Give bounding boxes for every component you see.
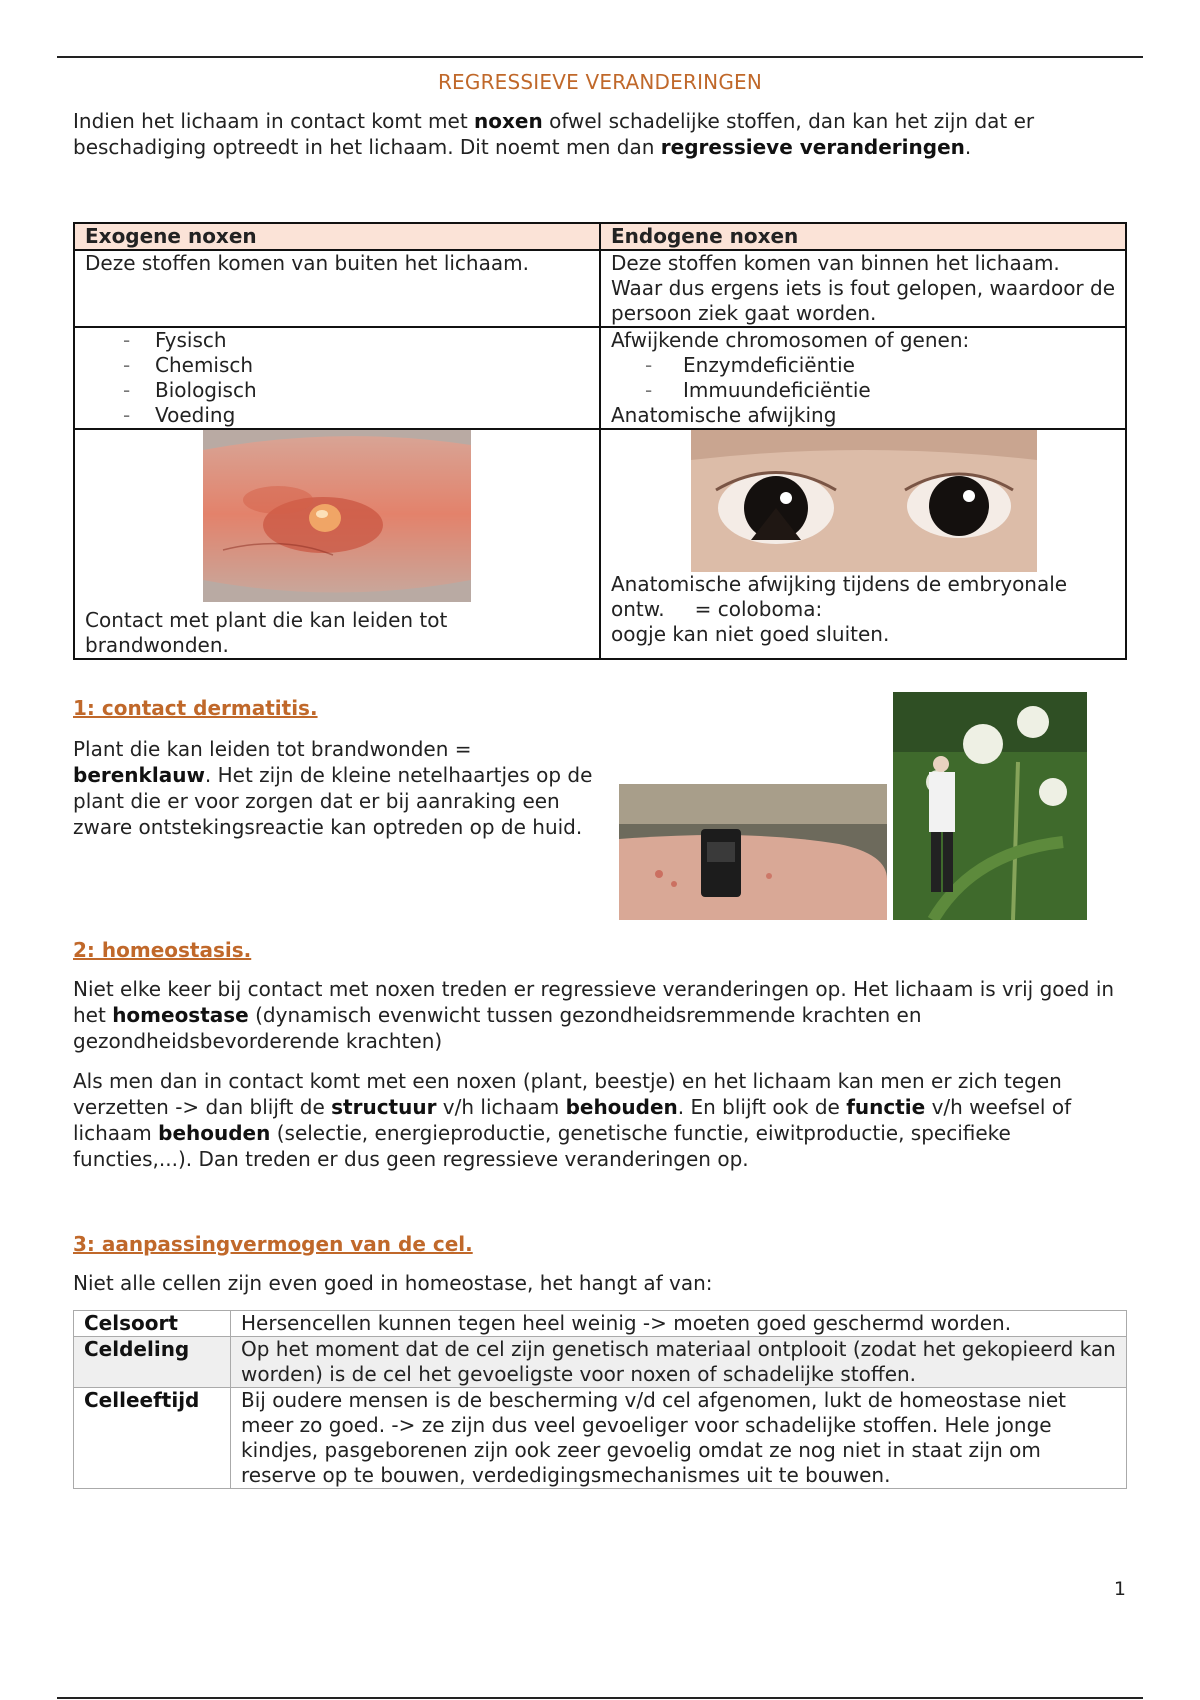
row-value: Bij oudere mensen is de bescherming v/d cel afgenomen, lukt de homeostase niet meer zo goed. -> ze zijn dus veel gevoeliger voor schadelijke stoffen. Hele jonge kindjes, pasgeborenen zijn ook zeer gevoelig omdat ze nog niet in staat zijn om reserve op te bouwen, verdedigingsmechanismes uit te bouwen. [231,1388,1127,1489]
top-rule [57,56,1143,58]
section2-text: (dynamisch evenwicht tussen gezondheidsremmende krachten en gezondheidsbevorderende krachten) [73,1003,922,1053]
section1-paragraph [73,736,598,840]
document-page [73,70,1127,1489]
table-row [74,1337,1127,1388]
section2-text: Niet elke keer bij contact met noxen treden er regressieve veranderingen op. Het lichaam is vrij goed in het [73,977,1115,1027]
list-item: - Biologisch [123,378,589,403]
section2-bold-homeostase: homeostase [112,1003,249,1027]
list-item: - Immuundeficiëntie [645,378,1115,403]
header-exogene: Exogene noxen [74,223,600,250]
row-value: Op het moment dat de cel zijn genetisch materiaal ontplooit (zodat het gekopieerd kan worden) is de cel het gevoeligste voor noxen of schadelijke stoffen. [231,1337,1127,1388]
section2-bold-functie: functie [846,1095,926,1119]
section2-text: . En blijft ook de [677,1095,847,1119]
table-row [74,1311,1127,1337]
bottom-rule [57,1697,1143,1699]
section3-intro: Niet alle cellen zijn even goed in homeostase, het hangt af van: [73,1271,713,1295]
list-item: - Fysisch [123,328,589,353]
section2-bold-behouden: behouden [565,1095,678,1119]
cell-factors-table [73,1310,1127,1489]
intro-bold-regressieve: regressieve veranderingen [660,135,965,159]
section1-bold-berenklauw: berenklauw [73,763,205,787]
section2-paragraph-2 [73,1068,1127,1172]
exo-types-cell [74,327,600,429]
section2-text: v/h weefsel of lichaam [73,1095,1072,1145]
section2-text: v/h lichaam [436,1095,566,1119]
row-key: Celleeftijd [74,1388,231,1489]
endo-description: Deze stoffen komen van binnen het lichaam. Waar dus ergens iets is fout gelopen, waardoor de persoon ziek gaat worden. [600,250,1126,327]
burn-skin-photo [203,430,471,602]
coloboma-eyes-photo [691,430,1037,572]
page-number: 1 [1113,1578,1126,1600]
section2-text: (selectie, energieproductie, genetische functie, eiwitproductie, specifieke functies,...). Dan treden er dus geen regressieve veranderingen op. [73,1121,1011,1171]
row-key: Celsoort [74,1311,231,1337]
list-item: - Voeding [123,403,589,428]
endo-caption [611,572,1111,647]
section-homeostasis [73,938,1127,1172]
endo-caption-text: Anatomische afwijking tijdens de embryonale ontw. [611,572,1068,621]
section3-heading: 3: aanpassingvermogen van de cel. [73,1232,473,1256]
endo-caption-line-1 [611,572,1111,622]
exo-types-list [85,328,589,428]
section2-paragraph-1 [73,976,1127,1054]
section2-heading: 2: homeostasis. [73,938,252,962]
exo-caption: Contact met plant die kan leiden tot brandwonden. [85,608,448,657]
endo-extra: Anatomische afwijking [611,403,837,427]
endo-caption-line-2: oogje kan niet goed sluiten. [611,622,890,646]
intro-bold-noxen: noxen [474,109,543,133]
noxen-table [73,222,1127,660]
section2-bold-behouden: behouden [158,1121,271,1145]
intro-text-3: . [964,135,972,159]
table-row [74,1388,1127,1489]
endo-caption-coloboma: = coloboma: [694,597,823,621]
endo-types-cell [600,327,1126,429]
berenklauw-plant-photo [893,692,1087,920]
endo-intro: Afwijkende chromosomen of genen: [611,328,970,352]
row-key: Celdeling [74,1337,231,1388]
section2-bold-structuur: structuur [331,1095,437,1119]
endo-types-list [611,353,1115,403]
row-value: Hersencellen kunnen tegen heel weinig -> moeten goed geschermd worden. [231,1311,1127,1337]
list-item: - Chemisch [123,353,589,378]
intro-paragraph [73,108,1127,160]
exo-image-cell [74,429,600,659]
section1-heading: 1: contact dermatitis. [73,696,318,720]
page-title: REGRESSIEVE VERANDERINGEN [437,70,763,94]
list-item: - Enzymdeficiëntie [645,353,1115,378]
header-endogene: Endogene noxen [600,223,1126,250]
section1-text-1: Plant die kan leiden tot brandwonden = [73,737,472,761]
section-aanpassingsvermogen [73,1232,1127,1489]
section-contact-dermatitis [73,696,1127,928]
wrist-rash-photo [619,784,887,920]
intro-text-2: ofwel schadelijke stoffen, dan kan het zijn dat er beschadiging optreedt in het lichaam. Dit noemt men dan [73,109,1035,159]
section1-text-2: . Het zijn de kleine netelhaartjes op de plant die er voor zorgen dat er bij aanraking een zware ontstekingsreactie kan optreden op de huid. [73,763,593,839]
section2-text: Als men dan in contact komt met een noxen (plant, beestje) en het lichaam kan men er zich tegen verzetten -> dan blijft de [73,1069,1062,1119]
exo-description: Deze stoffen komen van buiten het lichaam. [74,250,600,327]
intro-text-1: Indien het lichaam in contact komt met [73,109,475,133]
endo-image-cell [600,429,1126,659]
